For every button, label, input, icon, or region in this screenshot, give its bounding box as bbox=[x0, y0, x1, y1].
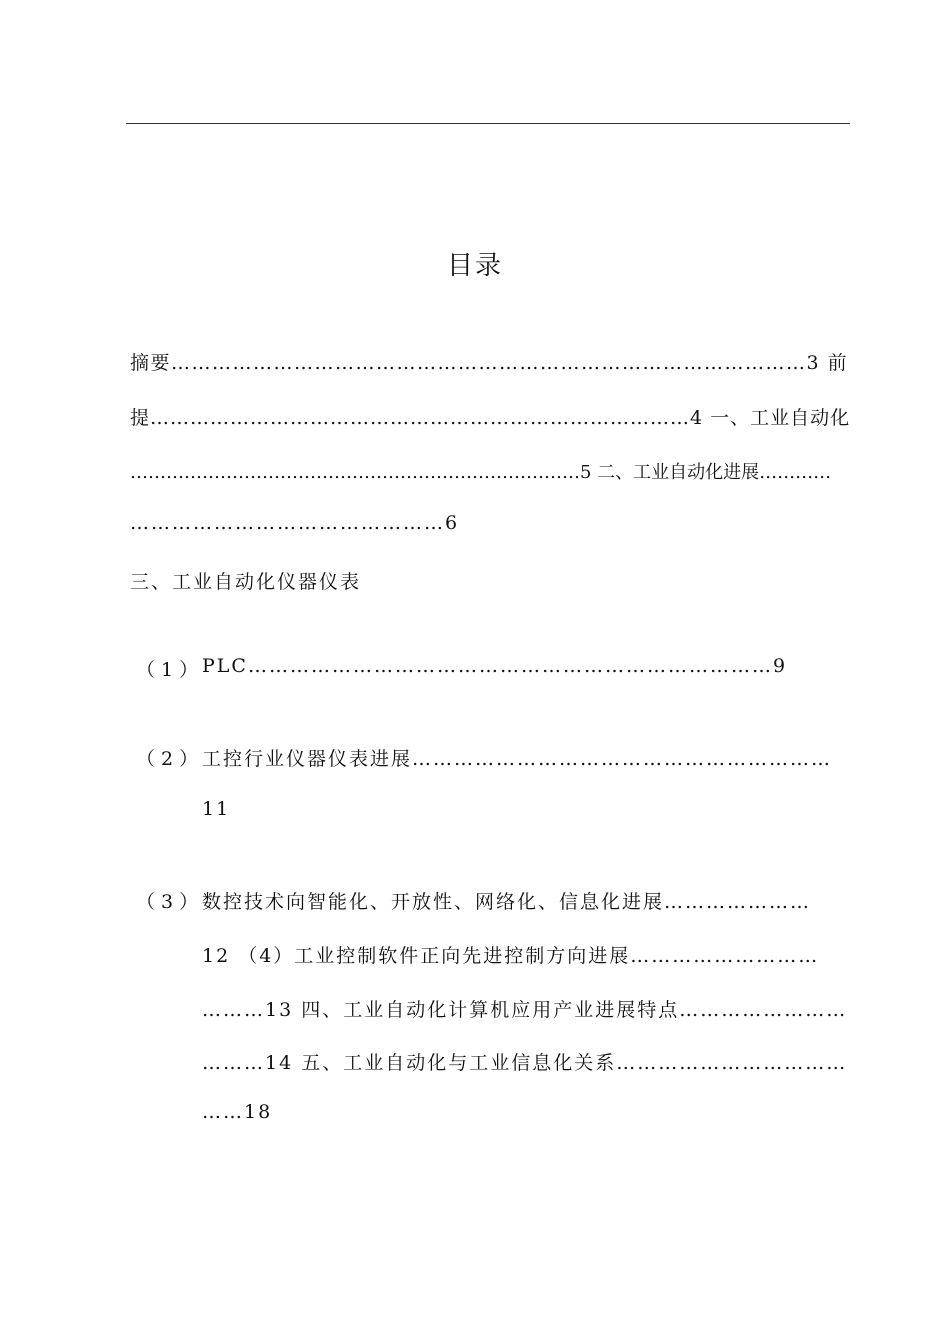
toc-line: 工控行业仪器仪表进展…………………………………………………… bbox=[202, 748, 833, 770]
toc-line: 摘要…………………………………………………………………………………3 前 bbox=[130, 352, 849, 374]
item-number: （2） bbox=[136, 748, 205, 770]
item-number: （3） bbox=[136, 891, 205, 913]
toc-line: PLC…………………………………………………………………9 bbox=[202, 655, 788, 677]
toc-line: ………………………………………6 bbox=[130, 512, 460, 534]
toc-line: 12 （4）工业控制软件正向先进控制方向进展……………………… bbox=[202, 945, 820, 967]
header-rule bbox=[126, 123, 850, 124]
toc-line: ………13 四、工业自动化计算机应用产业进展特点…………………… bbox=[202, 999, 848, 1021]
toc-line: ………14 五、工业自动化与工业信息化关系…………………………… bbox=[202, 1052, 848, 1074]
toc-line: 11 bbox=[202, 798, 231, 820]
item-number: （1） bbox=[136, 659, 205, 681]
toc-line: 三、工业自动化仪器仪表 bbox=[130, 571, 362, 593]
toc-title: 目录 bbox=[446, 251, 503, 281]
toc-line: ……18 bbox=[202, 1101, 273, 1123]
toc-line: 提………………………………………………………………………4 一、工业自动化 bbox=[130, 407, 851, 429]
toc-line: …………………………………………………………………5 二、工业自动化进展………… bbox=[130, 462, 832, 483]
toc-line: 数控技术向智能化、开放性、网络化、信息化进展………………… bbox=[202, 891, 812, 913]
